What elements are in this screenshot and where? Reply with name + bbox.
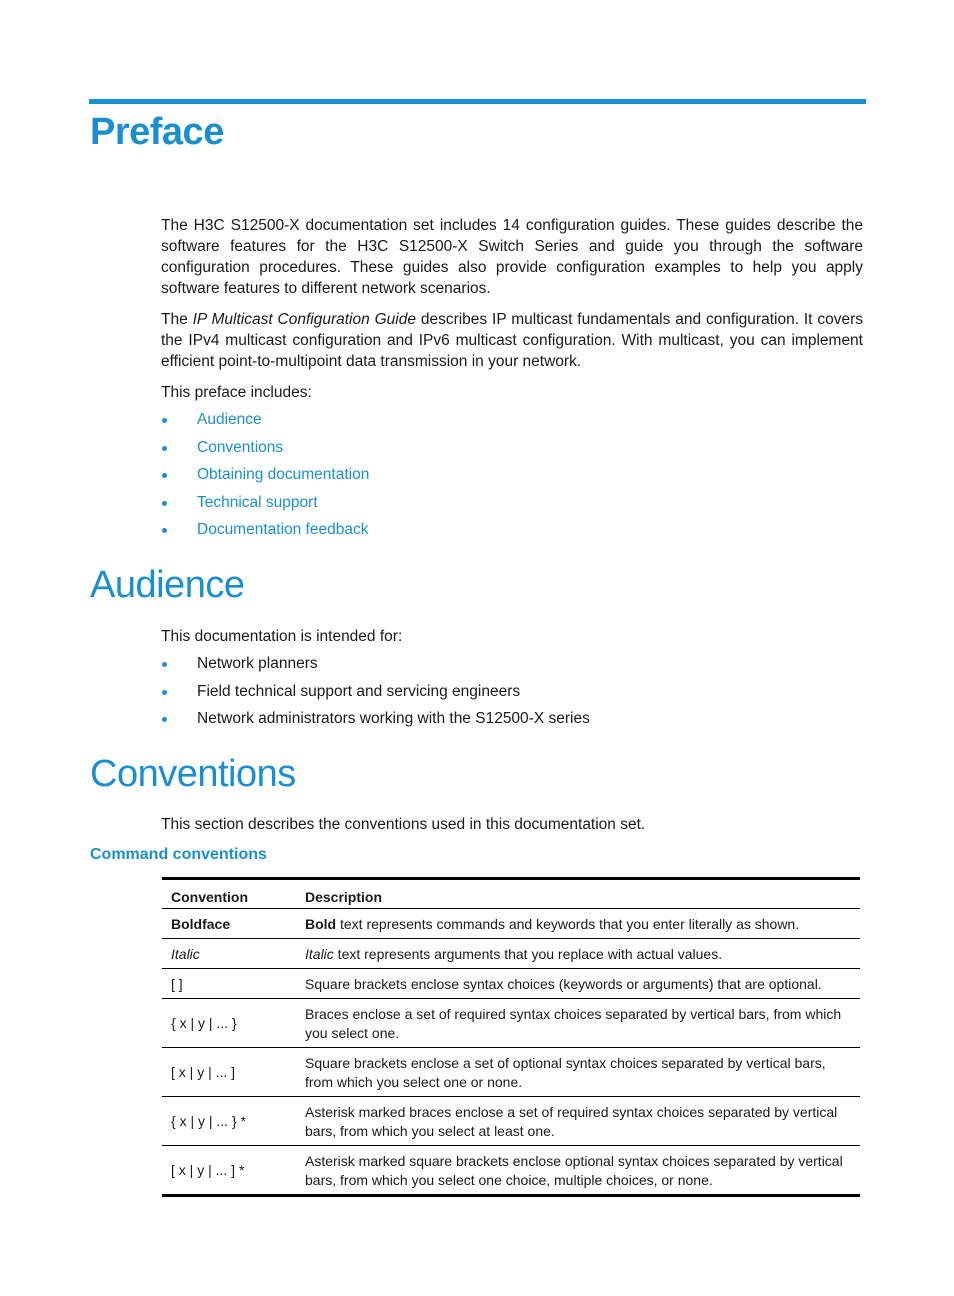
description-text: text represents commands and keywords that you enter literally as shown. [336, 915, 800, 932]
bullet-icon [162, 690, 167, 695]
command-conventions-table [162, 877, 860, 1197]
convention-cell: { x | y | ... } * [162, 1097, 296, 1146]
table-row [162, 1097, 860, 1146]
description-cell [296, 909, 860, 939]
toc-link[interactable]: Conventions [197, 438, 284, 456]
toc-link[interactable]: Documentation feedback [197, 521, 369, 538]
audience-heading: Audience [90, 564, 245, 606]
list-item-text: Network planners [197, 655, 318, 672]
description-cell: Asterisk marked square brackets enclose optional syntax choices separated by vertical bars, from which you select one choice, multiple choices, or none. [296, 1146, 860, 1196]
toc-link[interactable]: Technical support [197, 493, 318, 511]
table-row [162, 999, 860, 1048]
conventions-intro: This section describes the conventions used in this documentation set. [161, 816, 646, 833]
intro-paragraph: The H3C S12500-X documentation set includes 14 configuration guides. These guides describe the software features for the H3C S12500-X Switch Series and guide you through the software configuration procedures. These guides also provide configuration examples to help you apply software features to different network scenarios. [161, 217, 863, 297]
table-row [162, 939, 860, 969]
convention-cell: { x | y | ... } [162, 999, 296, 1048]
page-title: Preface [90, 111, 224, 153]
description-cell: Square brackets enclose syntax choices (keywords or arguments) that are optional. [296, 969, 860, 999]
convention-cell: [ x | y | ... ] * [162, 1146, 296, 1196]
toc-link[interactable]: Obtaining documentation [197, 466, 370, 483]
description-cell: Asterisk marked braces enclose a set of required syntax choices separated by vertical bars, from which you select at least one. [296, 1097, 860, 1146]
table-row [162, 909, 860, 939]
guide-paragraph [161, 309, 863, 372]
toc-link[interactable]: Audience [197, 411, 262, 428]
bullet-icon [162, 662, 167, 667]
bullet-icon [162, 446, 167, 451]
includes-label: This preface includes: [161, 384, 312, 401]
bullet-icon [162, 717, 167, 722]
convention-cell: Boldface [162, 909, 296, 939]
table-row [162, 1146, 860, 1196]
command-conventions-heading: Command conventions [90, 846, 267, 863]
bullet-icon [162, 418, 167, 423]
table-row [162, 1048, 860, 1097]
description-cell: Square brackets enclose a set of optional syntax choices separated by vertical bars, from which you select one or none. [296, 1048, 860, 1097]
bullet-icon [162, 501, 167, 506]
description-cell: Braces enclose a set of required syntax choices separated by vertical bars, from which you select one. [296, 999, 860, 1048]
column-header-convention: Convention [162, 879, 296, 909]
bullet-icon [162, 473, 167, 478]
guide-title: IP Multicast Configuration Guide [192, 311, 416, 328]
convention-cell: Italic [162, 939, 296, 969]
description-cell [296, 939, 860, 969]
list-item-text: Network administrators working with the S12500-X series [197, 710, 590, 727]
description-lead: Italic [305, 945, 334, 962]
conventions-heading: Conventions [90, 753, 296, 795]
list-item-text: Field technical support and servicing engineers [197, 682, 521, 700]
table-header-row [162, 879, 860, 909]
bullet-icon [162, 528, 167, 533]
table-row [162, 969, 860, 999]
guide-paragraph-suffix: describes IP multicast fundamentals and configuration. It covers the IPv4 multicast configuration and IPv6 multicast configuration. With multicast, you can implement efficient point-to-multipoint data transmission in your network. [161, 311, 864, 370]
convention-cell: [ ] [162, 969, 296, 999]
column-header-description: Description [296, 879, 860, 909]
heading-rule [89, 99, 866, 104]
description-text: text represents arguments that you replace with actual values. [333, 945, 723, 962]
description-lead: Bold [305, 915, 337, 932]
audience-intro: This documentation is intended for: [161, 628, 403, 645]
convention-cell: [ x | y | ... ] [162, 1048, 296, 1097]
guide-paragraph-prefix: The [161, 311, 193, 328]
